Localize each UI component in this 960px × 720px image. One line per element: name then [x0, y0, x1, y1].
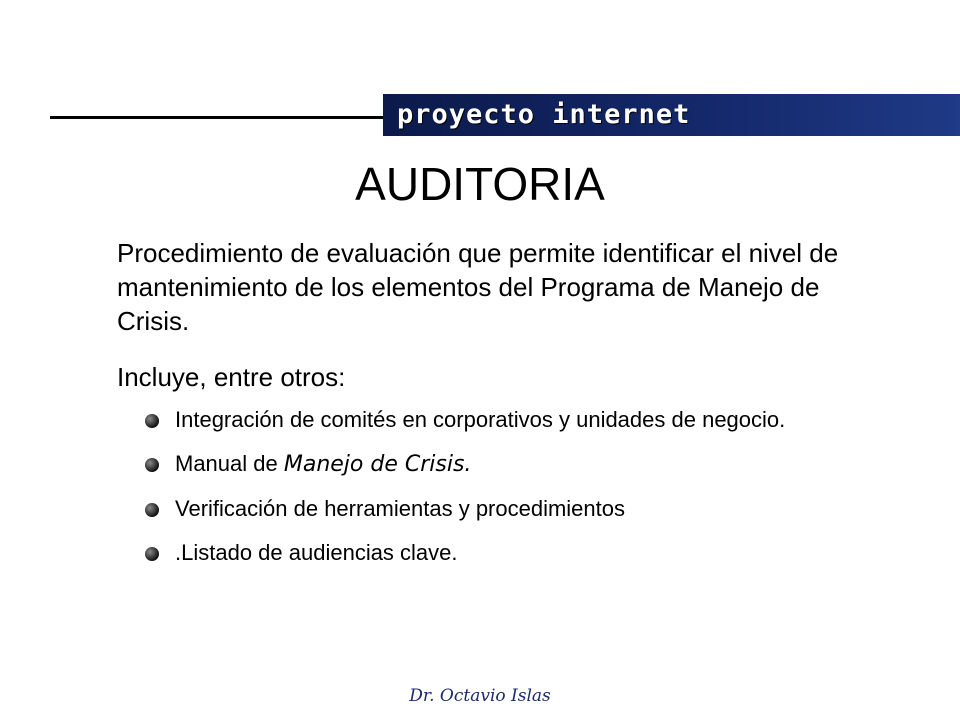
definition-paragraph: Procedimiento de evaluación que permite identificar el nivel de mantenimiento de los elementos del Programa de Manejo de Crisis. [117, 238, 839, 336]
bullet-item [145, 448, 885, 481]
bullet-icon [145, 547, 159, 561]
bullet-text [175, 451, 471, 476]
bullet-text: .Listado de audiencias clave. [175, 540, 458, 565]
includes-paragraph: Incluye, entre otros: [117, 362, 346, 392]
bullet-icon [145, 414, 159, 428]
author-signature: Dr. Octavio Islas [409, 686, 551, 706]
header-rule [50, 116, 384, 119]
bullet-icon [145, 458, 159, 472]
bullet-item [145, 404, 885, 436]
bullet-text: Verificación de herramientas y procedimientos [175, 496, 626, 521]
header-banner [383, 94, 960, 136]
slide-title: AUDITORIA [355, 158, 605, 210]
bullet-icon [145, 503, 159, 517]
banner-logo-text: proyecto internet [397, 99, 691, 130]
bullet-list [145, 404, 885, 581]
bullet-text: Integración de comités en corporativos y unidades de negocio. [175, 407, 786, 432]
bullet-item [145, 493, 885, 525]
bullet-text-prefix: Manual de [175, 451, 284, 476]
bullet-item [145, 537, 885, 569]
bullet-text-italic: Manejo de Crisis. [283, 452, 472, 477]
